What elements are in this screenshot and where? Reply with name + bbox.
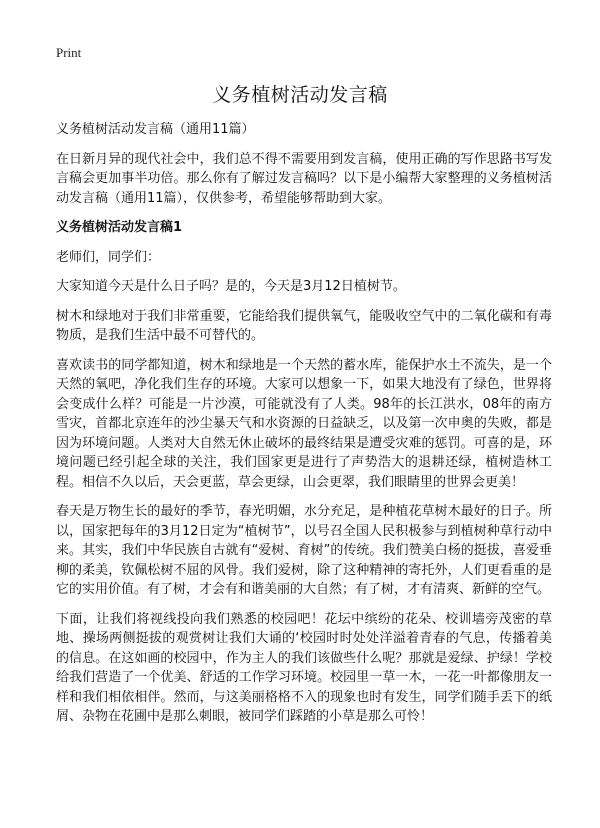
document-body xyxy=(56,120,552,737)
body-paragraph: 树木和绿地对于我们非常重要，它能给我们提供氧气，能吸收空气中的二氧化碳和有毒物质，是我们生活中最不可替代的。 xyxy=(56,308,552,343)
body-paragraph: 喜欢读书的同学都知道，树木和绿地是一个天然的蓄水库，能保护水土不流失，是一个天然的氧吧，净化我们生存的环境。大家可以想象一下，如果大地没有了绿色，世界将会变成什么样？可能是一片沙漠，可能就没有了人类。98年的长江洪水，08年的南方雪灾，首都北京连年的沙尘暴天气和水资源的日益缺乏，以及第一次申奥的失败，都是因为环境问题。人类对大自然无休止破坏的最终结果是遭受灾难的惩罚。可喜的是，环境问题已经引起全球的关注，我们国家更是进行了声势浩大的退耕还绿，植树造林工程。相信不久以后，天会更蓝，草会更绿，山会更翠，我们眼睛里的世界会更美！ xyxy=(56,357,552,490)
body-paragraph: 下面，让我们将视线投向我们熟悉的校园吧！花坛中缤纷的花朵、校训墙旁茂密的草地、操场两侧挺拔的观赏树让我们大诵的‘校园时时处处洋溢着青春的气息，传播着美的信息。在这如画的校园中，作为主人的我们该做些什么呢？那就是爱绿、护绿！学校给我们营造了一个优美、舒适的工作学习环境。校园里一草一木，一花一叶都像朋友一样和我们相依相伴。然而，与这美丽格格不入的现象也时有发生，同学们随手丢下的纸屑、杂物在花圃中是那么刺眼，被同学们踩踏的小草是那么可怜！ xyxy=(56,611,552,724)
document-subtitle: 义务植树活动发言稿（通用11篇） xyxy=(56,122,255,137)
section-heading: 义务植树活动发言稿1 xyxy=(56,220,183,235)
print-link[interactable]: Print xyxy=(56,45,82,60)
body-paragraph: 大家知道今天是什么日子吗？是的，今天是3月12日植树节。 xyxy=(56,279,406,294)
greeting-paragraph: 老师们，同学们： xyxy=(56,249,161,265)
body-paragraph: 春天是万物生长的最好的季节，春光明媚，水分充足，是种植花草树木最好的日子。所以，国家把每年的3月12日定为“植树节”，以号召全国人民积极参与到植树种草行动中来。其实，我们中华民族自古就有“爱树、育树”的传统。我们赞美白杨的挺拔，喜爱垂柳的柔美，钦佩松树不屈的风骨。我们爱树，除了这种精神的寄托外，人们更看重的是它的实用价值。有了树，才会有和谐美丽的大自然；有了树，才有清爽、新鲜的空气。 xyxy=(56,504,552,597)
intro-paragraph: 在日新月异的现代社会中，我们总不得不需要用到发言稿，使用正确的写作思路书写发言稿会更加事半功倍。那么你有了解过发言稿吗？以下是小编帮大家整理的义务植树活动发言稿（通用11篇），仅供参考，希望能够帮助到大家。 xyxy=(56,151,552,206)
document-title: 义务植树活动发言稿 xyxy=(212,84,388,106)
